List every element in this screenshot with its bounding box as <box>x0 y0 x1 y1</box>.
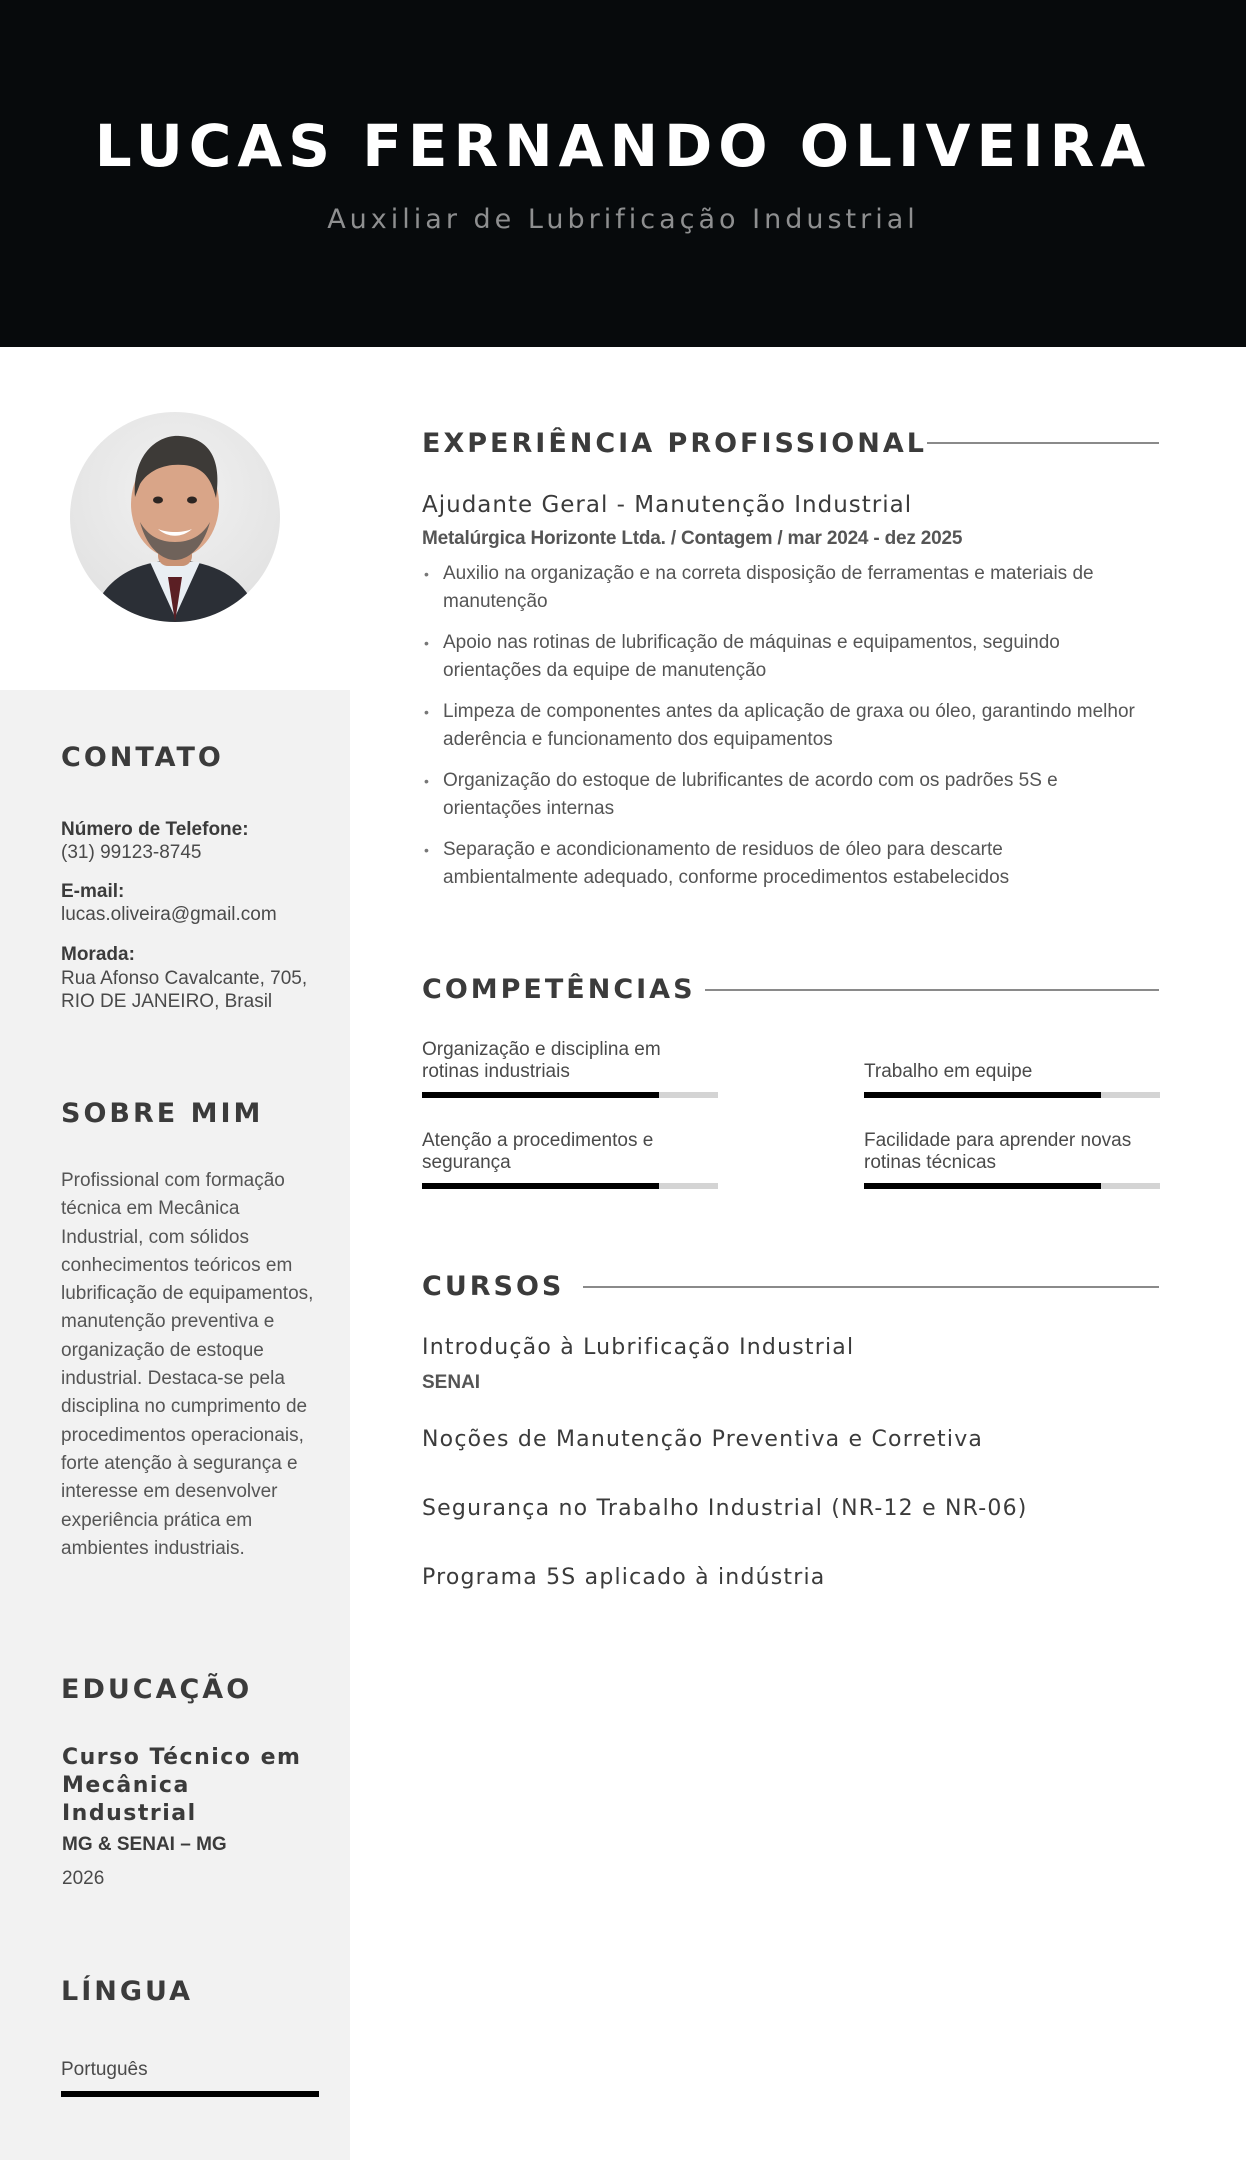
list-item: • Auxilio na organização e na correta disposição de ferramentas e materiais de manutenção <box>422 560 1142 616</box>
education-year: 2026 <box>62 1868 105 1889</box>
education-school: MG & SENAI – MG <box>62 1834 227 1855</box>
email-value[interactable]: lucas.oliveira@gmail.com <box>61 904 277 925</box>
skill-label: Organização e disciplina em rotinas industriais <box>422 1039 661 1082</box>
language-heading: LÍNGUA <box>61 1976 193 2007</box>
phone-label: Número de Telefone: <box>61 819 249 840</box>
course-title: Introdução à Lubrificação Industrial <box>422 1335 855 1360</box>
skill-label: Facilidade para aprender novas rotinas técnicas <box>864 1130 1132 1173</box>
list-item: • Apoio nas rotinas de lubrificação de máquinas e equipamentos, seguindo orientações da equipe de manutenção <box>422 629 1142 685</box>
list-item: • Separação e acondicionamento de residuos de óleo para descarte ambientalmente adequado, conforme procedimentos estabelecidos <box>422 836 1142 892</box>
list-item: • Organização do estoque de lubrificantes de acordo com os padrões 5S e orientações internas <box>422 767 1142 823</box>
about-heading: SOBRE MIM <box>61 1098 264 1129</box>
course-title: Noções de Manutenção Preventiva e Corretiva <box>422 1427 984 1452</box>
address-line-2: RIO DE JANEIRO, Brasil <box>61 991 273 1012</box>
skill-level-fill <box>864 1092 1101 1098</box>
course-title: Programa 5S aplicado à indústria <box>422 1565 826 1590</box>
skill-label: Trabalho em equipe <box>864 1061 1033 1082</box>
skill-level-bar <box>864 1092 1160 1098</box>
profile-photo <box>70 412 280 622</box>
education-course: Curso Técnico em Mecânica Industrial <box>62 1745 302 1826</box>
skill-level-fill <box>422 1183 659 1189</box>
skill-level-fill <box>864 1183 1101 1189</box>
job-duties <box>422 560 1142 905</box>
education-heading: EDUCAÇÃO <box>61 1674 253 1705</box>
language-level-fill <box>61 2091 319 2097</box>
course-title: Segurança no Trabalho Industrial (NR-12 e NR-06) <box>422 1496 1028 1521</box>
courses-heading: CURSOS <box>422 1271 565 1302</box>
language-name: Português <box>61 2059 148 2080</box>
list-item: • Limpeza de componentes antes da aplicação de graxa ou óleo, garantindo melhor aderência e funcionamento dos equipamentos <box>422 698 1142 754</box>
portrait-illustration <box>70 412 280 622</box>
experience-heading: EXPERIÊNCIA PROFISSIONAL <box>422 428 927 459</box>
language-level-bar <box>61 2091 319 2097</box>
skill-level-bar <box>422 1092 718 1098</box>
job-company: Metalúrgica Horizonte Ltda. / Contagem / mar 2024 - dez 2025 <box>422 528 963 549</box>
candidate-role: Auxiliar de Lubrificação Industrial <box>327 204 919 235</box>
job-title: Ajudante Geral - Manutenção Industrial <box>422 492 913 518</box>
address-label: Morada: <box>61 944 135 965</box>
skill-level-bar <box>864 1183 1160 1189</box>
experience-divider <box>904 442 1159 444</box>
skill-level-bar <box>422 1183 718 1189</box>
about-text: Profissional com formação técnica em Mecânica Industrial, com sólidos conhecimentos teóricos em lubrificação de equipamentos, manutenção preventiva e organização de estoque industrial. Destaca-se pela disciplina no cumprimento de procedimentos operacionais, forte atenção à segurança e interesse em desenvolver experiência prática em ambientes industriais. <box>61 1170 314 1559</box>
email-label: E-mail: <box>61 881 125 902</box>
contact-heading: CONTATO <box>61 742 224 773</box>
candidate-name: LUCAS FERNANDO OLIVEIRA <box>94 112 1152 180</box>
skill-label: Atenção a procedimentos e segurança <box>422 1130 654 1173</box>
phone-value[interactable]: (31) 99123-8745 <box>61 842 202 863</box>
skill-level-fill <box>422 1092 659 1098</box>
course-org: SENAI <box>422 1372 481 1393</box>
skills-heading: COMPETÊNCIAS <box>422 974 696 1005</box>
address-line-1: Rua Afonso Cavalcante, 705, <box>61 968 308 989</box>
resume-header <box>0 0 1246 347</box>
skills-divider <box>705 989 1159 991</box>
courses-divider <box>583 1286 1159 1288</box>
